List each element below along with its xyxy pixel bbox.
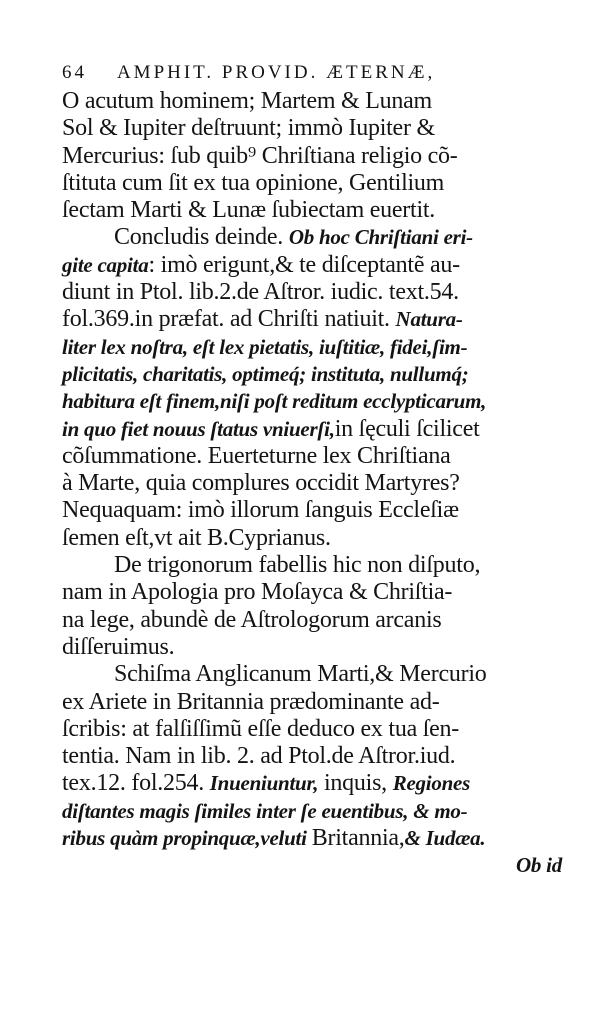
text-line <box>62 497 562 524</box>
roman-segment: ſcribis: at falſiſſimũ eſſe deduco ex tua ſen- <box>62 715 460 742</box>
roman-segment: fol.369.in præfat. ad Chriſti natiuit. <box>62 306 396 333</box>
italic-segment: Ob hoc Chriſtiani eri- <box>288 225 473 250</box>
text-line <box>62 416 562 443</box>
text-line <box>62 579 562 606</box>
text-line <box>62 743 562 770</box>
text-line <box>62 115 562 142</box>
roman-segment: Sol & Iupiter deſtruunt; immò Iupiter & <box>62 115 435 142</box>
text-line <box>62 361 562 388</box>
text-line <box>62 388 562 415</box>
italic-segment: Natura- <box>395 307 463 332</box>
roman-segment: Schiſma Anglicanum Marti,& Mercurio <box>114 661 487 688</box>
roman-segment: Mercurius: ſub quib⁹ Chriſtiana religio cõ- <box>62 142 458 169</box>
roman-segment: ſectam Marti & Lunæ ſubiectam euertit. <box>62 197 436 224</box>
roman-segment: Britannia, <box>311 825 405 852</box>
text-line <box>62 143 562 170</box>
text-line <box>62 716 562 743</box>
text-line <box>62 334 562 361</box>
text-line <box>62 170 562 197</box>
text-line <box>62 306 562 333</box>
text-line <box>62 279 562 306</box>
text-block <box>62 58 562 880</box>
text-line <box>62 224 562 251</box>
text-line <box>62 825 562 852</box>
roman-segment: : imò erigunt,& te diſceptantẽ au- <box>148 251 460 278</box>
italic-segment: gite capita <box>62 252 149 277</box>
roman-segment: à Marte, quia complures occidit Martyres? <box>62 470 460 497</box>
roman-segment: Nequaquam: imò illorum ſanguis Eccleſiæ <box>62 497 459 524</box>
text-line <box>62 525 562 552</box>
italic-segment: in quo fiet nouus ſtatus vniuerſi, <box>62 416 335 441</box>
italic-segment: plicitatis, charitatis, optimeq́; instituta, nullumq́; <box>62 361 469 386</box>
text-line <box>62 798 562 825</box>
text-line <box>62 443 562 470</box>
text-line <box>62 197 562 224</box>
roman-segment: nam in Apologia pro Moſayca & Chriſtia- <box>62 579 453 606</box>
roman-segment: ex Ariete in Britannia prædominante ad- <box>62 688 440 715</box>
running-title: AMPHIT. PROVID. ÆTERNÆ, <box>116 62 436 83</box>
catchword: Ob id <box>516 853 562 878</box>
italic-segment: ribus quàm propinquæ,veluti <box>62 826 312 851</box>
roman-segment: diunt in Ptol. lib.2.de Aſtror. iudic. text.54. <box>62 279 459 306</box>
text-line <box>62 552 562 579</box>
body-text <box>62 88 562 852</box>
running-header <box>62 58 562 88</box>
italic-segment: liter lex noſtra, eſt lex pietatis, iuſtitiæ, fidei,ſim- <box>62 334 468 359</box>
roman-segment: tentia. Nam in lib. 2. ad Ptol.de Aſtror.iud. <box>62 743 456 770</box>
text-line <box>62 252 562 279</box>
italic-segment: Inueniuntur, <box>209 771 319 796</box>
italic-segment: & Iudæa. <box>404 826 486 851</box>
text-line <box>62 634 562 661</box>
roman-segment: cõſummatione. Euerteturne lex Chriſtiana <box>62 442 451 469</box>
roman-segment: De trigonorum fabellis hic non diſputo, <box>114 552 481 579</box>
roman-segment: na lege, abundè de Aſtrologorum arcanis <box>62 606 442 633</box>
text-line <box>62 661 562 688</box>
text-line <box>62 88 562 115</box>
roman-segment: O acutum hominem; Martem & Lunam <box>62 88 432 114</box>
roman-segment: tex.12. fol.254. <box>62 770 210 797</box>
roman-segment: ſtituta cum ſit ex tua opinione, Gentilium <box>62 169 445 196</box>
text-line <box>62 689 562 716</box>
roman-segment: Concludis deinde. <box>114 224 289 251</box>
roman-segment: in ſęculi ſcilicet <box>334 415 480 442</box>
text-line <box>62 607 562 634</box>
text-line <box>62 770 562 797</box>
roman-segment: inquis, <box>318 770 393 797</box>
roman-segment: diſſeruimus. <box>62 633 175 660</box>
italic-segment: Regiones <box>392 771 471 796</box>
page-number: 64 <box>62 62 87 83</box>
italic-segment: diſtantes magis ſimiles inter ſe euentibus, & mo- <box>62 798 468 823</box>
roman-segment: ſemen eſt,vt ait B.Cyprianus. <box>62 524 331 551</box>
text-line <box>62 470 562 497</box>
italic-segment: habitura eſt finem,niſi poſt reditum ecclypticarum, <box>62 389 487 414</box>
